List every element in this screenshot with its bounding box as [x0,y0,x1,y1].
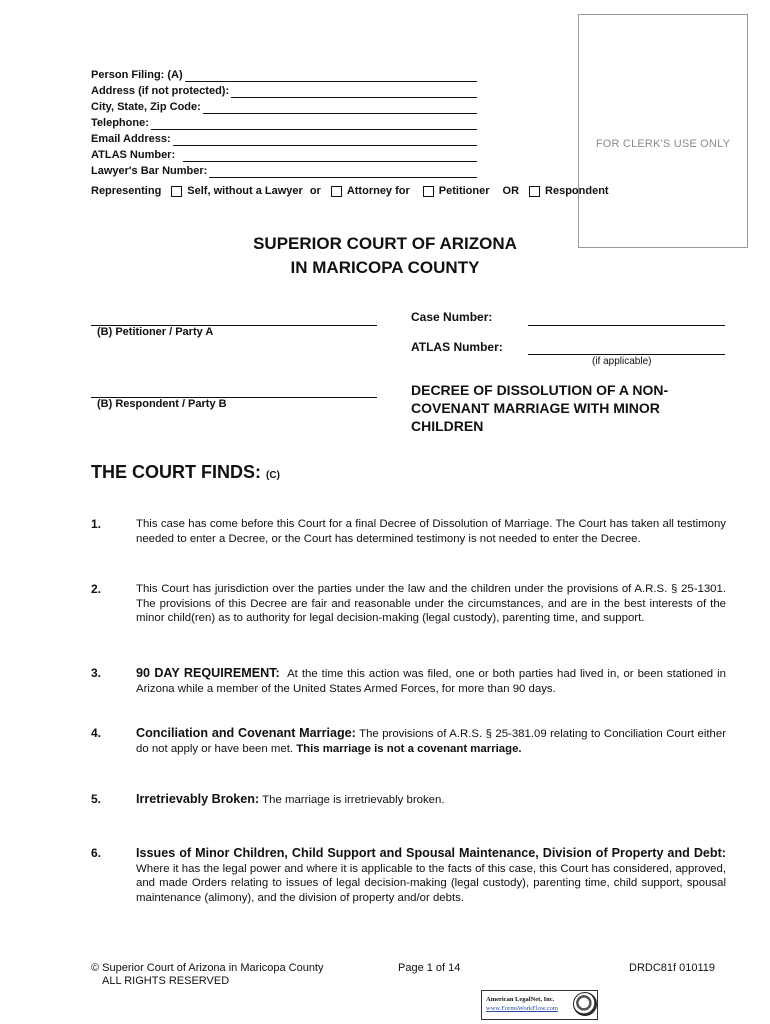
or-label-1: or [309,185,321,197]
globe-icon [573,992,597,1016]
item-body-text: The provisions of A.R.S. § 25-381.09 relating to Conciliation Court either do not apply or have been met. [136,728,726,755]
bar-number-field[interactable] [91,162,477,178]
logo-company-name: American LegalNet, Inc. [486,996,555,1003]
court-finds-tag: (C) [266,470,280,481]
address-field[interactable] [91,82,477,98]
petitioner-label: Petitioner [438,185,490,197]
item-text [136,726,726,756]
clerk-use-box [578,14,748,248]
item-body-text: Where it has the legal power and where it is applicable to the facts of this case, this Court has considered, approved, and made Orders relating to issues of legal decision-making (legal custody), parenting time, child support, spousal maintenance (alimony), and the division of property and/or debts. [136,862,726,904]
item-number: 3. [91,666,102,680]
item-lead: Issues of Minor Children, Child Support and Spousal Maintenance, Division of Property and Debt: [136,846,726,860]
atlas-number-case-blank[interactable] [528,354,725,355]
item-number: 1. [91,517,102,531]
item-text [136,582,726,626]
court-title-line1: SUPERIOR COURT OF ARIZONA [253,234,517,253]
court-title-line2: IN MARICOPA COUNTY [290,258,480,277]
item-number: 5. [91,792,102,806]
case-number-blank[interactable] [528,325,725,326]
decree-title [411,381,711,435]
decree-title-line3: CHILDREN [411,418,484,434]
petitioner-label: (B) Petitioner / Party A [97,326,214,338]
petitioner-checkbox[interactable] [423,186,434,197]
item-text [136,517,726,546]
item-number: 6. [91,846,102,860]
item-tail: This marriage is not a covenant marriage. [296,742,522,755]
item-number: 2. [91,582,102,596]
attorney-label: Attorney for [346,185,410,197]
item-body-text: This case has come before this Court for a final Decree of Dissolution of Marriage. The Court has taken all testimony needed to enter a Decree, or the Court has determined testimony is not needed to enter the Decree. [136,518,726,545]
atlas-number-blank[interactable] [183,148,477,162]
bar-number-label: Lawyer's Bar Number: [91,165,208,177]
self-checkbox[interactable] [171,186,182,197]
city-state-zip-blank[interactable] [203,100,477,114]
person-filing-label: Person Filing: (A) [91,69,183,81]
attorney-checkbox[interactable] [331,186,342,197]
representing-label: Representing [91,185,162,197]
item-text [136,846,726,905]
item-body-text: This Court has jurisdiction over the parties under the law and the children under the provisions of A.R.S. § 25-1301. The provisions of this Decree are fair and reasonable under the circumstances, and are in the best interests of the minor child(ren) as to authority for legal decision-making (legal custody), parenting time, and support. [136,583,726,624]
atlas-number-field[interactable] [91,146,477,162]
decree-title-line2: COVENANT MARRIAGE WITH MINOR [411,400,660,416]
court-finds-heading [91,462,280,483]
court-finds-text: THE COURT FINDS: [91,462,261,482]
item-text [136,666,726,696]
respondent-label: Respondent [545,185,609,197]
email-field[interactable] [91,130,477,146]
bar-number-blank[interactable] [209,164,477,178]
telephone-field[interactable] [91,114,477,130]
footer-page-number: Page 1 of 14 [398,962,461,974]
item-lead: Conciliation and Covenant Marriage: [136,726,356,740]
address-label: Address (if not protected): [91,85,230,97]
self-label: Self, without a Lawyer [187,185,303,197]
city-state-zip-field[interactable] [91,98,477,114]
decree-title-line1: DECREE OF DISSOLUTION OF A NON- [411,382,669,398]
city-state-zip-label: City, State, Zip Code: [91,101,201,113]
if-applicable-note: (if applicable) [592,356,652,367]
item-lead: 90 DAY REQUIREMENT: [136,666,280,680]
footer-copyright: © Superior Court of Arizona in Maricopa County [91,962,324,974]
item-body-text: The marriage is irretrievably broken. [262,794,445,806]
person-filing-blank[interactable] [185,68,477,82]
telephone-label: Telephone: [91,117,149,129]
respondent-party-label: (B) Respondent / Party B [97,398,227,410]
respondent-checkbox[interactable] [529,186,540,197]
clerk-use-label: FOR CLERK'S USE ONLY [595,138,731,150]
logo-url-link[interactable]: www.FormsWorkFlow.com [486,1005,558,1012]
or-label-2: OR [502,185,520,197]
item-lead: Irretrievably Broken: [136,792,260,806]
case-number-label: Case Number: [411,310,493,324]
email-label: Email Address: [91,133,171,145]
atlas-number-case-label: ATLAS Number: [411,340,503,354]
footer-rights: ALL RIGHTS RESERVED [102,975,230,987]
item-text [136,792,726,808]
person-filing-field[interactable] [91,66,477,82]
item-body-text: At the time this action was filed, one or both parties had lived in, or been stationed in Arizona while a member of the United States Armed Forces, for more than 90 days. [136,668,726,695]
atlas-number-label: ATLAS Number: [91,149,176,161]
telephone-blank[interactable] [151,116,477,130]
representing-row [91,185,612,197]
footer-form-code: DRDC81f 010119 [629,962,716,974]
item-number: 4. [91,726,102,740]
email-blank[interactable] [173,132,477,146]
address-blank[interactable] [231,84,477,98]
